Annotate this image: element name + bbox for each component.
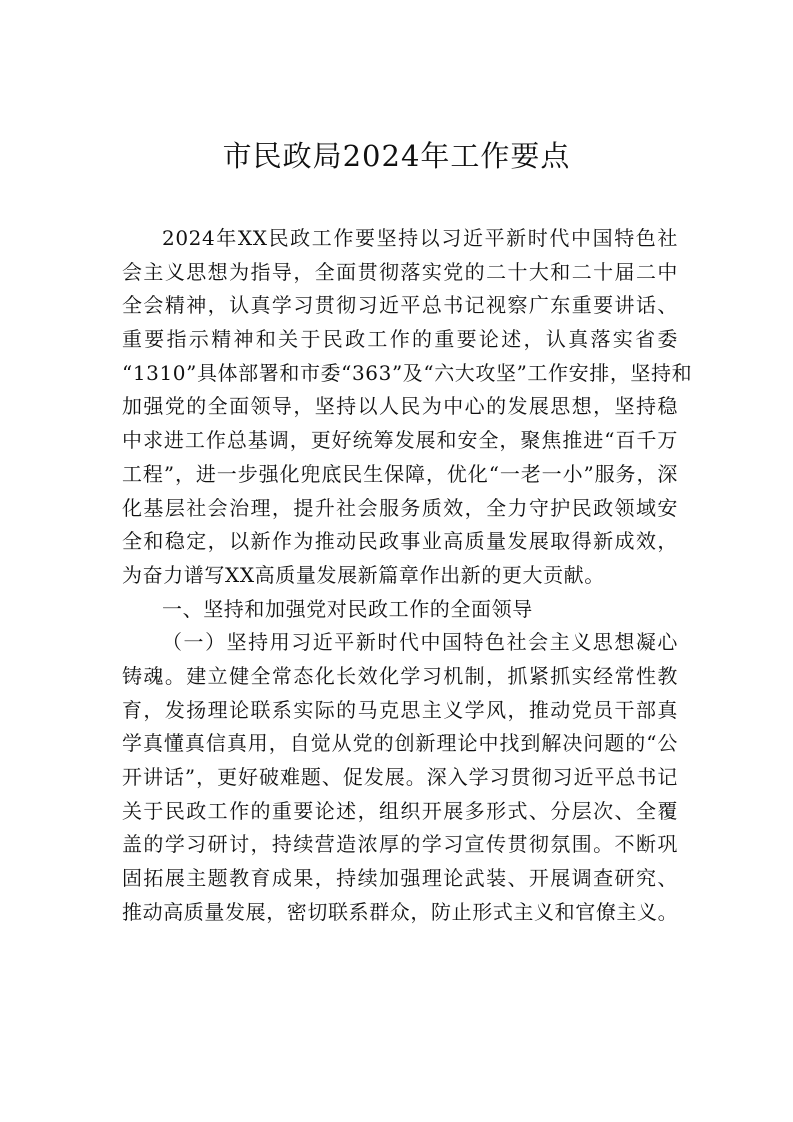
paragraph-line: 全和稳定，以新作为推动民政事业高质量发展取得新成效， bbox=[122, 529, 678, 554]
paragraph-line: 推动高质量发展，密切联系群众，防止形式主义和官僚主义。 bbox=[122, 899, 679, 924]
paragraph-line: “1310”具体部署和市委“363”及“六大攻坚”工作安排，坚持和 bbox=[122, 360, 693, 385]
paragraph-line: 化基层社会治理，提升社会服务质效，全力守护民政领域安 bbox=[122, 495, 678, 520]
intro-paragraph bbox=[122, 222, 693, 593]
subsection-paragraph bbox=[122, 626, 678, 929]
paragraph-line: 全会精神，认真学习贯彻习近平总书记视察广东重要讲话、 bbox=[122, 293, 678, 318]
document-body bbox=[122, 222, 693, 929]
paragraph-line: （一）坚持用习近平新时代中国特色社会主义思想凝心 bbox=[162, 630, 678, 655]
paragraph-line: 盖的学习研讨，持续营造浓厚的学习宣传贯彻氛围。不断巩 bbox=[122, 832, 678, 857]
paragraph-line: 重要指示精神和关于民政工作的重要论述，认真落实省委 bbox=[122, 327, 678, 352]
paragraph-line: 育，发扬理论联系实际的马克思主义学风，推动党员干部真 bbox=[122, 697, 678, 722]
paragraph-line: 2024年XX民政工作要坚持以习近平新时代中国特色社 bbox=[162, 226, 678, 250]
paragraph-line: 为奋力谱写XX高质量发展新篇章作出新的更大贡献。 bbox=[122, 562, 605, 587]
paragraph-line: 关于民政工作的重要论述，组织开展多形式、分层次、全覆 bbox=[122, 798, 678, 823]
section-heading: 一、坚持和加强党对民政工作的全面领导 bbox=[162, 596, 533, 621]
paragraph-line: 学真懂真信真用，自觉从党的创新理论中找到解决问题的“公 bbox=[122, 731, 678, 756]
paragraph-line: 加强党的全面领导，坚持以人民为中心的发展思想，坚持稳 bbox=[122, 394, 678, 419]
paragraph-line: 铸魂。建立健全常态化长效化学习机制，抓紧抓实经常性教 bbox=[122, 663, 678, 688]
paragraph-line: 中求进工作总基调，更好统筹发展和安全，聚焦推进“百千万 bbox=[122, 428, 678, 453]
document-title: 市民政局2024年工作要点 bbox=[222, 139, 571, 173]
paragraph-line: 会主义思想为指导，全面贯彻落实党的二十大和二十届二中 bbox=[122, 259, 678, 284]
paragraph-line: 固拓展主题教育成果，持续加强理论武装、开展调查研究、 bbox=[122, 866, 678, 891]
paragraph-line: 开讲话”，更好破难题、促发展。深入学习贯彻习近平总书记 bbox=[122, 765, 678, 789]
paragraph-line: 工程”，进一步强化兜底民生保障，优化“一老一小”服务，深 bbox=[122, 461, 678, 486]
